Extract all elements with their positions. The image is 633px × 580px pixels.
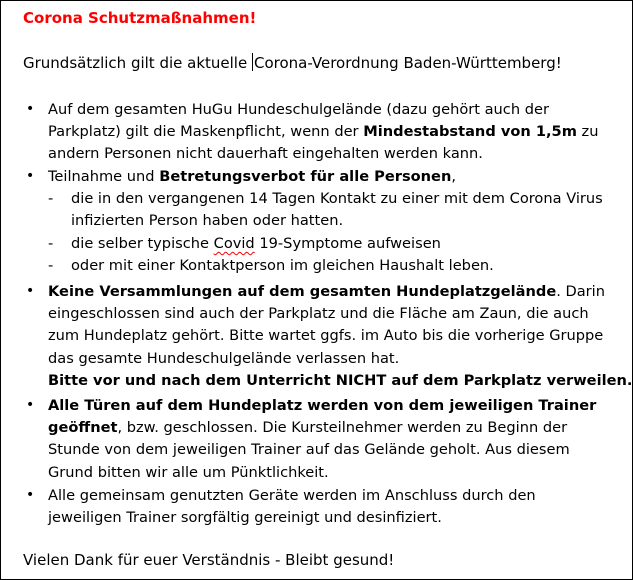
sub-item-line — [71, 233, 441, 255]
text-run: , bzw. geschlossen. Die Kursteilnehmer werden zu Beginn der — [117, 419, 568, 436]
list-item-line: Alle gemeinsam genutzten Geräte werden im Anschluss durch den — [48, 487, 536, 504]
bullet-icon: • — [26, 487, 35, 503]
bold-text: geöffnet — [48, 419, 118, 436]
text-run: Parkplatz) gilt die Maskenpflicht, wenn der — [48, 123, 364, 140]
sub-item-line: infizierten Person haben oder hatten. — [71, 212, 344, 229]
bold-text: Betretungsverbot für alle Personen — [159, 168, 452, 185]
closing-line: Vielen Dank für euer Verständnis - Bleibt gesund! — [23, 551, 395, 569]
sub-item-line: die in den vergangenen 14 Tagen Kontakt zu einer mit dem Corona Virus — [71, 190, 603, 207]
text-run: , — [451, 168, 456, 185]
document-title: Corona Schutzmaßnahmen! — [23, 9, 257, 27]
bullet-icon: • — [26, 283, 35, 299]
bullet-icon: • — [26, 168, 35, 184]
list-item-line: das gesamte Hundeschulgelände verlassen hat. — [48, 350, 400, 367]
list-item-line: eingeschlossen sind auch der Parkplatz und die Fläche am Zaun, die auch — [48, 305, 589, 322]
intro-text-start: Grundsätzlich gilt die aktuelle — [23, 54, 252, 72]
list-item-line: Bitte vor und nach dem Unterricht NICHT auf dem Parkplatz verweilen. — [48, 372, 633, 389]
text-run: 19-Symptome aufweisen — [254, 235, 441, 252]
text-run: Teilnahme und — [48, 168, 160, 185]
list-item-line: jeweiligen Trainer sorgfältig gereinigt und desinfiziert. — [48, 509, 442, 526]
bullet-icon: • — [26, 101, 35, 117]
list-item-line — [48, 121, 598, 143]
bold-text: Keine Versammlungen auf dem gesamten Hundeplatzgelände — [48, 283, 557, 300]
bullet-icon: • — [26, 397, 35, 413]
text-run: . Darin — [556, 283, 605, 300]
text-run: die selber typische — [71, 235, 214, 252]
list-item-line — [48, 417, 567, 439]
bold-text: Mindestabstand von 1,5m — [363, 123, 577, 140]
spellcheck-word: Covid — [213, 235, 255, 252]
intro-text-end: Corona-Verordnung Baden-Württemberg! — [253, 54, 562, 72]
dash-icon: - — [48, 190, 54, 207]
dash-icon: - — [48, 257, 54, 274]
list-item-line — [48, 166, 456, 188]
sub-item-line: oder mit einer Kontaktperson im gleichen Haushalt leben. — [71, 257, 494, 274]
list-item-line: andern Personen nicht dauerhaft eingehalten werden kann. — [48, 145, 483, 162]
intro-paragraph — [23, 52, 562, 74]
text-run: zu — [576, 123, 599, 140]
list-item-line: Auf dem gesamten HuGu Hundeschulgelände (dazu gehört auch der — [48, 101, 549, 118]
list-item-line: Alle Türen auf dem Hundeplatz werden von dem jeweiligen Trainer — [48, 397, 597, 414]
dash-icon: - — [48, 235, 54, 252]
text-cursor — [252, 53, 253, 71]
list-item-line — [48, 281, 605, 303]
list-item-line: zum Hundeplatz gehört. Bitte wartet ggfs. im Auto bis die vorherige Gruppe — [48, 327, 604, 344]
list-item-line: Stunde von dem jeweiligen Trainer auf das Gelände geholt. Aus diesem — [48, 441, 570, 458]
list-item-line: Grund bitten wir alle um Pünktlichkeit. — [48, 464, 329, 481]
